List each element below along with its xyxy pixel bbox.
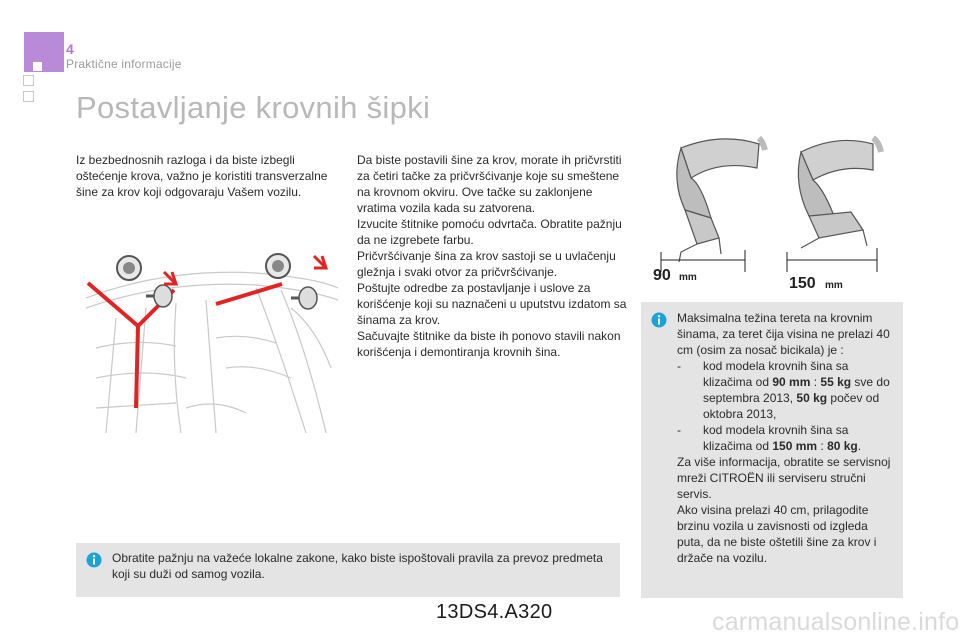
clamp-90-unit: mm: [679, 272, 697, 283]
instruction-line: Sačuvajte štitnike da biste ih ponovo stavili nakon korišćenja i demontiranja krovnih šina.: [357, 329, 621, 359]
page-title: Postavljanje krovnih šipki: [76, 90, 431, 125]
car-roof-fixing-illustration: [76, 228, 344, 438]
instruction-line: Poštujte odredbe za postavljanje i uslove za korišćenje koji su naznačeni u uputstvu izdatom sa šinama za krov.: [357, 281, 627, 327]
chapter-tab-empty-2: [23, 91, 34, 102]
load-info-intro: Maksimalna težina tereta na krovnim šinama, za teret čija visina ne prelazi 40 cm (osim za nosač bicikala) je :: [677, 311, 890, 357]
clamp-150-value: 150: [789, 275, 816, 292]
instruction-line: Da biste postavili šine za krov, morate ih pričvrstiti za četiri tačke za pričvršćivanje koje su smeštene na krovnom okviru. Ove tačke su zaklonjene vratima vozila kada su zatvorena.: [357, 153, 622, 215]
clamp-90-value: 90: [653, 267, 671, 284]
info-icon: [86, 552, 102, 568]
chapter-tab: [24, 32, 64, 72]
list-item: [677, 358, 897, 422]
chapter-tab-marker: [33, 62, 42, 71]
page-number: 4: [66, 41, 74, 57]
height-note: Ako visina prelazi 40 cm, prilagodite brzinu vozila u zavisnosti od izgleda puta, da ne biste oštetili šine za krov i držače na vozilu.: [677, 503, 877, 565]
legal-info-box: [76, 543, 620, 597]
fixing-point-left: [117, 256, 176, 307]
chapter-tab-empty-1: [23, 75, 34, 86]
info-icon: [651, 312, 667, 328]
list-item-text: kod modela krovnih šina sa klizačima od 90 mm : 55 kg sve do septembra 2013, 50 kg počev od oktobra 2013,: [703, 359, 890, 421]
list-item-text: kod modela krovnih šina sa klizačima od 150 mm : 80 kg.: [703, 423, 862, 453]
legal-info-text: Obratite pažnju na važeće lokalne zakone, kako biste ispoštovali pravila za prevoz predmeta koji su duži od samog vozila.: [112, 551, 603, 581]
contact-note: Za više informacija, obratite se servisnoj mreži CITROËN ili serviseru stručni servis.: [677, 455, 891, 501]
instruction-line: Pričvršćivanje šina za krov sastoji se u uvlačenju gležnja i svaki otvor za pričvršćivanje.: [357, 249, 616, 279]
instruction-line: Izvucite štitnike pomoću odvrtača. Obratite pažnju da ne izgrebete farbu.: [357, 217, 622, 247]
list-dash: -: [677, 359, 681, 373]
section-title: Praktične informacije: [66, 57, 182, 71]
roof-rail-clamp-illustrations: [641, 120, 903, 296]
clamp-90mm: [653, 138, 765, 284]
clamp-150-unit: mm: [825, 280, 843, 291]
instructions-paragraph: [357, 152, 627, 360]
clamp-150mm: [787, 138, 881, 292]
fixing-point-lines: [88, 283, 282, 408]
document-code: 13DS4.A320: [436, 601, 553, 623]
intro-paragraph: Iz bezbednosnih razloga i da biste izbegli oštećenje krova, važno je koristiti transverzalne šine za krov koji odgovaraju Vašem vozilu.: [76, 153, 328, 199]
load-info-box: [641, 302, 903, 598]
list-item: [677, 422, 897, 454]
arrow-icon: [314, 256, 326, 268]
arrow-icon: [164, 272, 176, 284]
watermark: carmanualsonline.info: [712, 608, 960, 636]
list-dash: -: [677, 423, 681, 437]
